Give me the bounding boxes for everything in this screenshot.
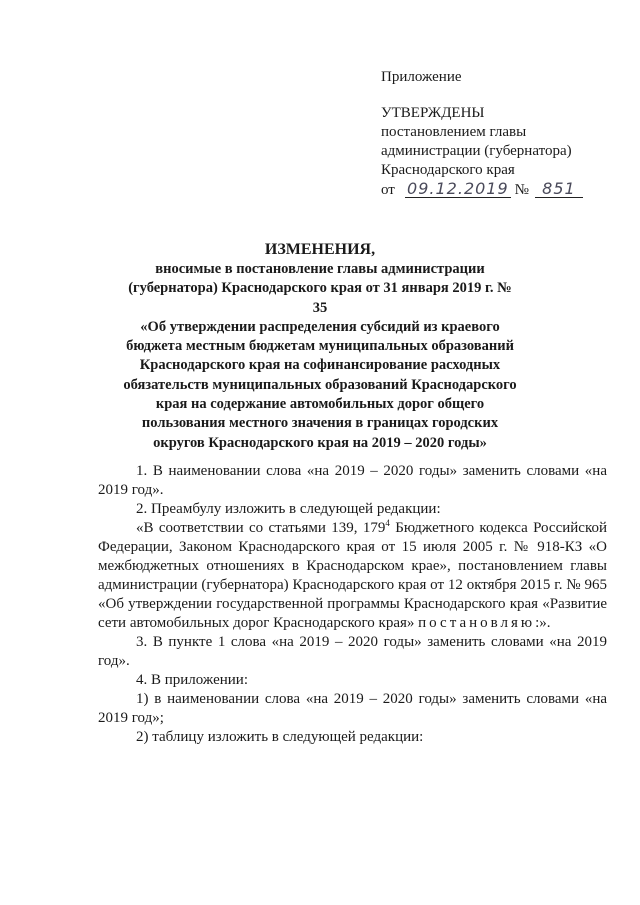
paragraph-6: 1) в наименовании слова «на 2019 – 2020 годы» заменить словами «на 2019 год»; [98,691,607,726]
appendix-label: Приложение [381,69,462,85]
handwritten-date: 09.12.2019 [405,180,511,198]
title-line: округов Краснодарского края на 2019 – 2020 годы» [153,434,487,451]
resolve-word: постановляю [418,615,536,631]
approval-line-3: Краснодарского края [381,162,515,178]
document-title [120,240,520,453]
approval-line-1: постановлением главы [381,124,527,140]
approval-date-number-line [381,180,583,200]
paragraph-3-middle: Бюджетного кодекса Российской Федерации, Законом Краснодарского края от 15 июля 2005 г. № 918-КЗ «О межбюджетных отношениях в Краснодарском крае», постановлением главы администрации (губернатора) Краснодарского края от 12 октября 2015 г. № 965 «Об утверждении государственной программы Краснодарского края «Развитие сети автомобильных дорог Краснодарского края» [98,520,607,631]
title-line: обязательств муниципальных образований Краснодарского [123,376,517,393]
title-line: «Об утверждении распределения субсидий из краевого [140,318,500,335]
approval-stamp [381,68,583,200]
paragraph-3-start: «В соответствии со статьями 139, 179 [136,520,386,536]
number-label: № [514,182,529,198]
paragraph-4: 3. В пункте 1 слова «на 2019 – 2020 годы» заменить словами «на 2019 год». [98,634,607,669]
title-line: Краснодарского края на софинансирование расходных [139,357,501,374]
title-line: бюджета местным бюджетам муниципальных образований [126,338,514,355]
approved-label: УТВЕРЖДЕНЫ [381,105,485,121]
paragraph-3-end: :». [535,615,551,631]
title-heading: ИЗМЕНЕНИЯ, [264,241,376,258]
title-line: пользования местного значения в границах городских [141,415,499,432]
approval-line-2: администрации (губернатора) [381,143,572,159]
paragraph-3 [98,519,607,633]
paragraph-1: 1. В наименовании слова «на 2019 – 2020 годы» заменить словами «на 2019 год». [98,463,607,498]
handwritten-number: 851 [535,180,583,198]
title-line: (губернатора) Краснодарского края от 31 января 2019 г. № 35 [128,280,512,316]
from-label: от [381,182,395,198]
article-superscript: 4 [385,518,390,528]
title-line: края на содержание автомобильных дорог общего [155,396,485,413]
paragraph-5: 4. В приложении: [136,672,248,688]
paragraph-7: 2) таблицу изложить в следующей редакции: [136,729,424,745]
paragraph-2: 2. Преамбулу изложить в следующей редакции: [136,501,441,517]
document-body [98,462,607,747]
title-line: вносимые в постановление главы администрации [155,261,485,277]
